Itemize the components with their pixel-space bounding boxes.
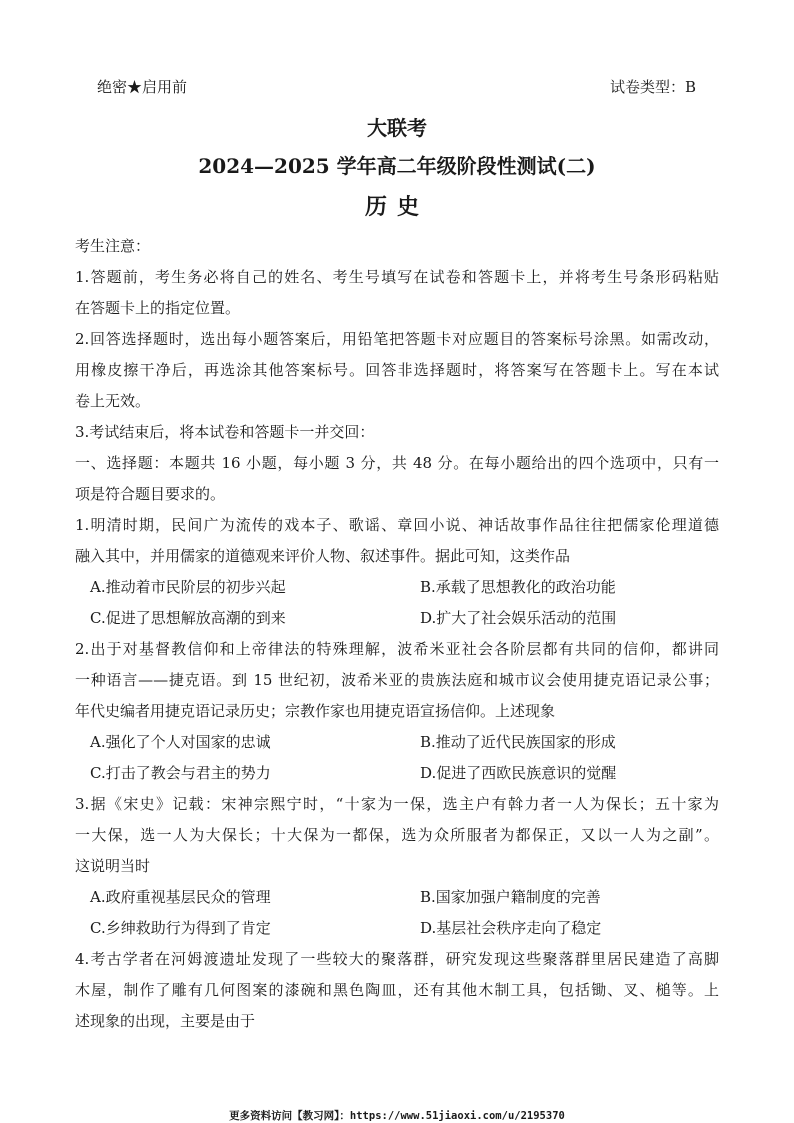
question-stem: 1.明清时期，民间广为流传的戏本子、歌谣、章回小说、神话故事作品往往把儒家伦理道德 <box>75 516 719 534</box>
notice-line: 卷上无效。 <box>75 392 151 410</box>
notice-line: 1.答题前，考生务必将自己的姓名、考生号填写在试卷和答题卡上，并将考生号条形码粘贴 <box>75 268 719 286</box>
question-stem: 述现象的出现，主要是由于 <box>75 1012 256 1030</box>
question-stem: 年代史编者用捷克语记录历史；宗教作家也用捷克语宣扬信仰。上述现象 <box>75 702 556 720</box>
option-b: B.承载了思想教化的政治功能 <box>420 578 616 596</box>
option-b: B.推动了近代民族国家的形成 <box>420 733 616 751</box>
question-stem: 一大保，选一人为大保长；十大保为一都保，选为众所服者为都保正，又以一人为之副”。 <box>75 826 719 844</box>
exam-organizer-title: 大联考 <box>367 116 427 140</box>
question-stem: 一种语言——捷克语。到 15 世纪初，波希米亚的贵族法庭和城市议会使用捷克语记录公事； <box>75 671 719 689</box>
option-c: C.促进了思想解放高潮的到来 <box>90 609 286 627</box>
option-a: A.强化了个人对国家的忠诚 <box>90 733 271 751</box>
option-c: C.乡绅救助行为得到了肯定 <box>90 919 271 937</box>
option-c: C.打击了教会与君主的势力 <box>90 764 271 782</box>
option-a: A.推动着市民阶层的初步兴起 <box>90 578 286 596</box>
question-stem: 2.出于对基督教信仰和上帝律法的特殊理解，波希米亚社会各阶层都有共同的信仰，都讲同 <box>75 640 719 658</box>
question-stem: 融入其中，并用儒家的道德观来评价人物、叙述事件。据此可知，这类作品 <box>75 547 571 565</box>
question-stem: 木屋，制作了雕有几何图案的漆碗和黑色陶皿，还有其他木制工具，包括锄、叉、槌等。上 <box>75 981 719 999</box>
footer-resource-link[interactable]: 更多资料访问【教习网】：https://www.51jiaoxi.com/u/2195370 <box>229 1110 565 1122</box>
option-d: D.扩大了社会娱乐活动的范围 <box>420 609 617 627</box>
subject-title: 历史 <box>364 194 429 220</box>
confidential-label: 绝密★启用前 <box>97 78 188 96</box>
exam-name-title: 2024—2025 学年高二年级阶段性测试(二) <box>198 154 596 178</box>
notice-line: 在答题卡上的指定位置。 <box>75 299 241 317</box>
option-d: D.促进了西欧民族意识的觉醒 <box>420 764 617 782</box>
question-stem: 4.考古学者在河姆渡遗址发现了一些较大的聚落群，研究发现这些聚落群里居民建造了高脚 <box>75 950 719 968</box>
notice-line: 3.考试结束后，将本试卷和答题卡一并交回： <box>75 423 375 441</box>
paper-type-label: 试卷类型：B <box>610 78 697 96</box>
notice-line: 用橡皮擦干净后，再选涂其他答案标号。回答非选择题时，将答案写在答题卡上。写在本试 <box>75 361 719 379</box>
section-heading: 一、选择题：本题共 16 小题，每小题 3 分，共 48 分。在每小题给出的四个选项中，只有一 <box>75 454 719 472</box>
option-a: A.政府重视基层民众的管理 <box>90 888 271 906</box>
option-b: B.国家加强户籍制度的完善 <box>420 888 601 906</box>
question-stem: 3.据《宋史》记载：宋神宗熙宁时，“十家为一保，选主户有斡力者一人为保长；五十家为 <box>75 795 719 813</box>
notice-line: 2.回答选择题时，选出每小题答案后，用铅笔把答题卡对应题目的答案标号涂黑。如需改动， <box>75 330 719 348</box>
question-stem: 这说明当时 <box>75 857 151 875</box>
notice-heading: 考生注意： <box>75 237 151 255</box>
section-heading-cont: 项是符合题目要求的。 <box>75 485 226 503</box>
option-d: D.基层社会秩序走向了稳定 <box>420 919 602 937</box>
